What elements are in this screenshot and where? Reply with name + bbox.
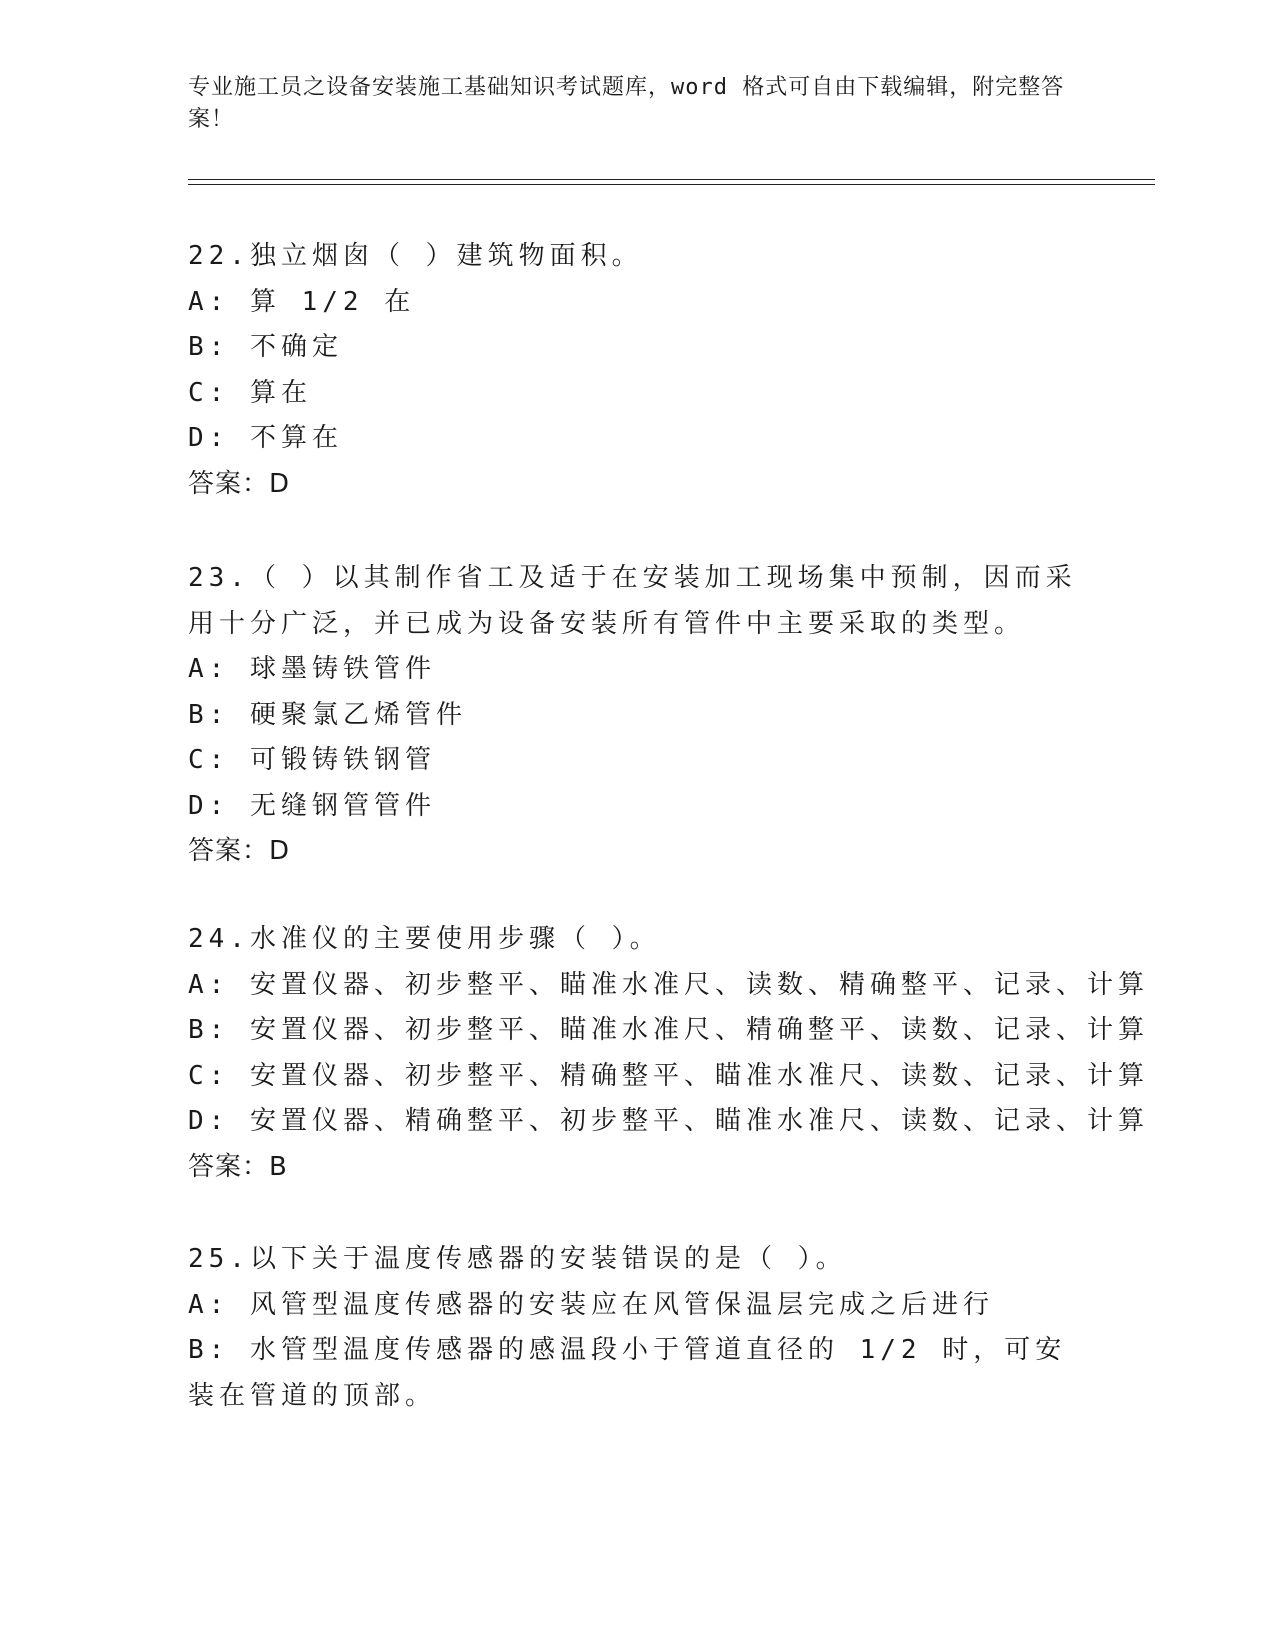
- question-stem: 22.独立烟囱（ ）建筑物面积。: [188, 241, 643, 271]
- question-stem: 24.水准仪的主要使用步骤（ ）。: [188, 924, 661, 954]
- option-b: B: 硬聚氯乙烯管件: [188, 699, 467, 730]
- question-stem: 25.以下关于温度传感器的安装错误的是（ ）。: [188, 1244, 847, 1274]
- answer-label: 答案：D: [188, 836, 291, 866]
- option-d: D: 无缝钢管管件: [188, 790, 436, 821]
- question-23: [188, 556, 1078, 875]
- option-a: A: 算 1/2 在: [188, 286, 416, 317]
- question-24: [188, 917, 1149, 1190]
- answer-label: 答案：D: [188, 468, 291, 499]
- question-stem: 23.（ ）以其制作省工及适于在安装加工现场集中预制，因而采用十分广泛，并已成为设备安装所有管件中主要采取的类型。: [188, 563, 1077, 639]
- option-a: A: 球墨铸铁管件: [188, 654, 436, 684]
- option-c: C: 安置仪器、初步整平、精确整平、瞄准水准尺、读数、记录、计算: [188, 1060, 1149, 1091]
- question-25: [188, 1237, 1078, 1419]
- answer-label: 答案：B: [188, 1151, 288, 1182]
- option-a: A: 安置仪器、初步整平、瞄准水准尺、读数、精确整平、记录、计算: [188, 969, 1149, 1000]
- option-c: C: 可锻铸铁钢管: [188, 745, 436, 775]
- option-a: A: 风管型温度传感器的安装应在风管保温层完成之后进行: [188, 1289, 994, 1320]
- document-header: 专业施工员之设备安装施工基础知识考试题库，word 格式可自由下载编辑，附完整答案！: [188, 75, 1065, 132]
- option-d: D: 不算在: [188, 423, 343, 453]
- option-b: B: 水管型温度传感器的感温段小于管道直径的 1/2 时，可安装在管道的顶部。: [188, 1335, 1067, 1411]
- option-c: C: 算在: [188, 377, 312, 408]
- header-divider-bottom: [188, 184, 1155, 185]
- option-b: B: 安置仪器、初步整平、瞄准水准尺、精确整平、读数、记录、计算: [188, 1015, 1149, 1045]
- question-22: [188, 234, 1078, 507]
- header-divider-top: [188, 179, 1155, 180]
- option-b: B: 不确定: [188, 332, 343, 362]
- option-d: D: 安置仪器、精确整平、初步整平、瞄准水准尺、读数、记录、计算: [188, 1106, 1149, 1136]
